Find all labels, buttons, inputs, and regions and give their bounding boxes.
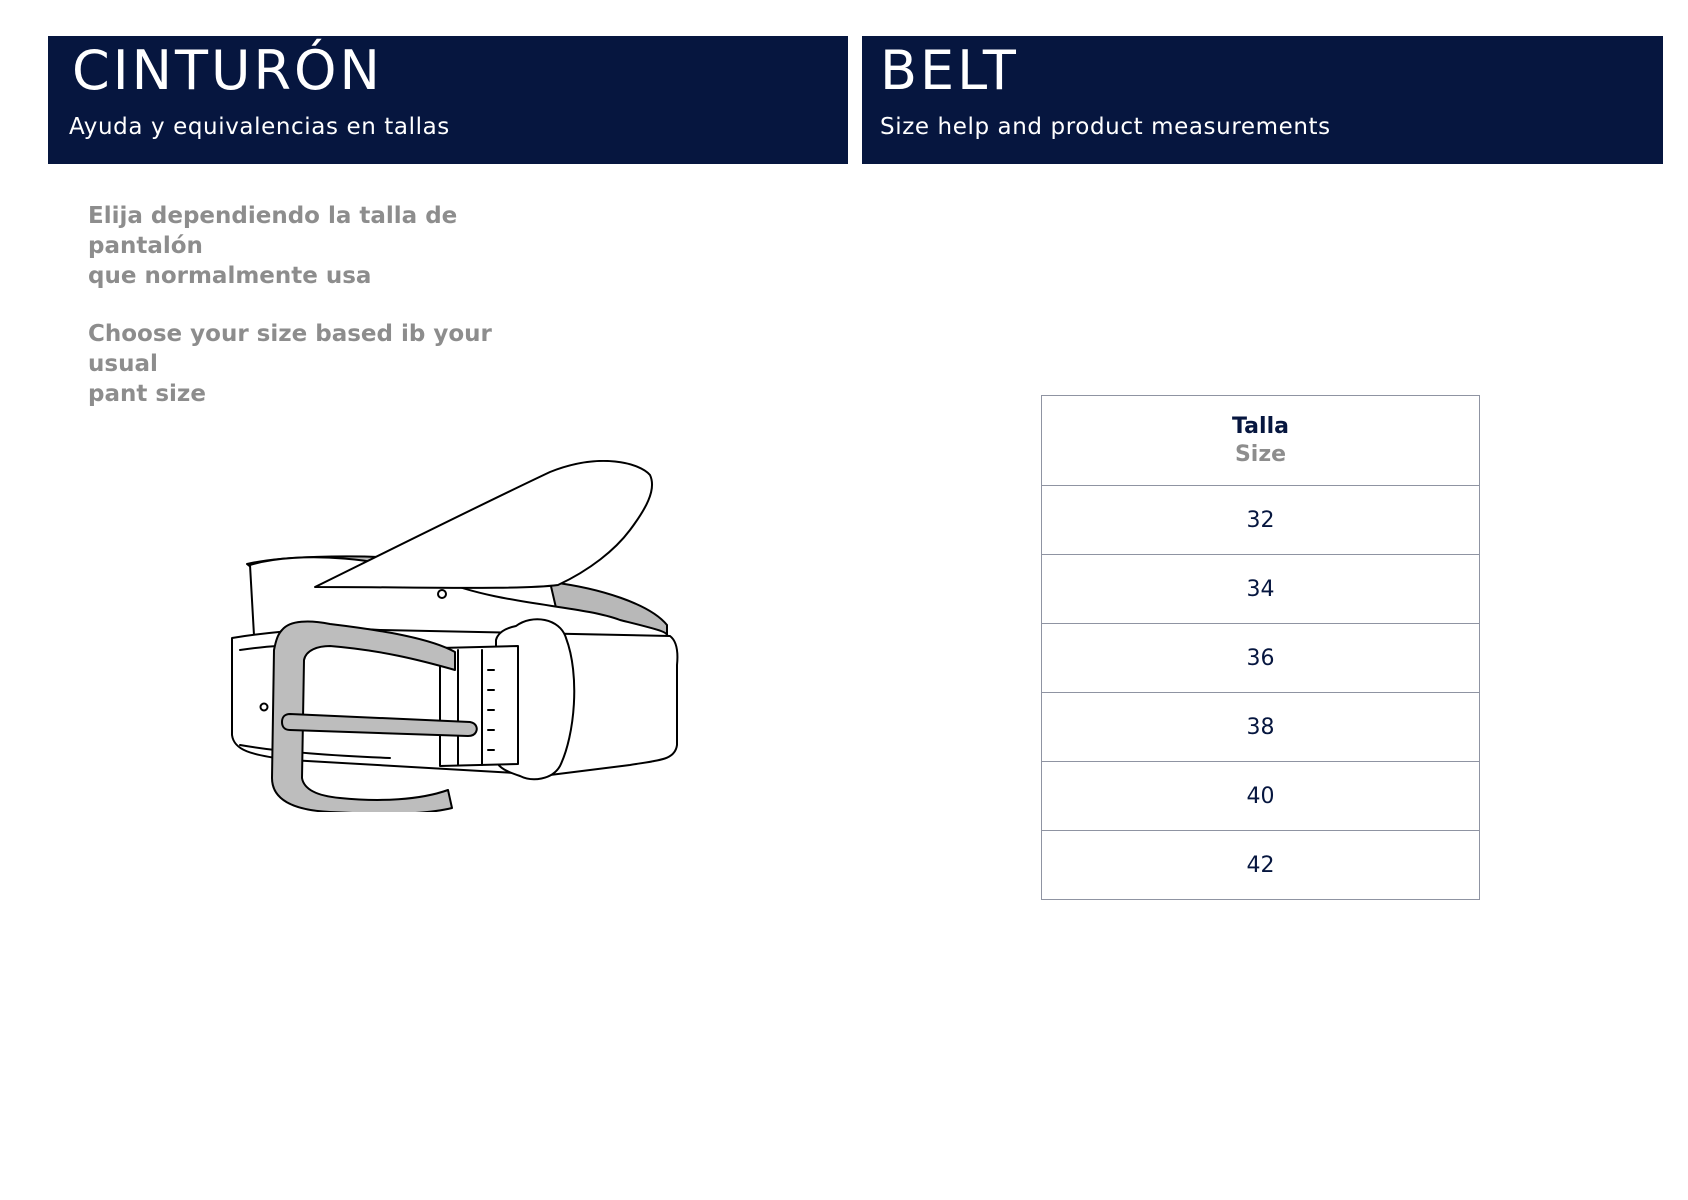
header-spanish — [48, 36, 848, 164]
size-table-header-row — [1042, 396, 1480, 486]
size-header-english: Size — [1234, 441, 1287, 467]
instruction-english — [88, 319, 558, 409]
page-subtitle-spanish: Ayuda y equivalencias en tallas — [69, 114, 450, 140]
table-row — [1042, 831, 1480, 900]
header-english — [862, 36, 1663, 164]
size-column-header — [1042, 396, 1480, 486]
size-cell: 36 — [1042, 624, 1480, 693]
instruction-spanish-line1: Elija dependiendo la talla de pantalón — [88, 203, 458, 259]
table-row — [1042, 486, 1480, 555]
table-row — [1042, 624, 1480, 693]
table-row — [1042, 762, 1480, 831]
size-cell: 40 — [1042, 762, 1480, 831]
page-title-spanish: CINTURÓN — [72, 39, 383, 102]
size-cell: 32 — [1042, 486, 1480, 555]
instruction-english-line1: Choose your size based ib your usual — [88, 321, 492, 377]
size-table — [1041, 395, 1480, 900]
size-cell: 38 — [1042, 693, 1480, 762]
table-row — [1042, 693, 1480, 762]
table-row — [1042, 555, 1480, 624]
size-instructions — [88, 201, 608, 437]
size-cell: 34 — [1042, 555, 1480, 624]
size-cell: 42 — [1042, 831, 1480, 900]
instruction-spanish — [88, 201, 558, 291]
page-subtitle-english: Size help and product measurements — [880, 114, 1331, 140]
instruction-spanish-line2: que normalmente usa — [88, 263, 372, 289]
page-title-english: BELT — [880, 39, 1019, 102]
belt-icon — [220, 460, 700, 812]
size-header-spanish: Talla — [1232, 414, 1289, 439]
instruction-english-line2: pant size — [88, 381, 206, 407]
